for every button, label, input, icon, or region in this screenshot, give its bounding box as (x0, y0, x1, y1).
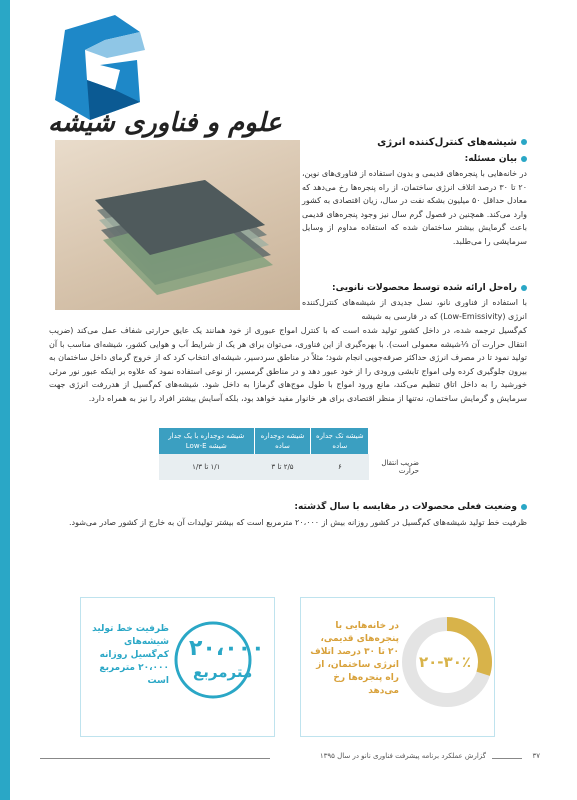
problem-paragraph: در خانه‌هایی با پنجره‌های قدیمی و بدون استفاده از فناوری‌های نوین، ۲۰ تا ۳۰ درصد اتلاف انرژی ساختمان، از راه پنجره‌ها رخ می‌دهد که معادل حداقل ۵۰ میلیون بشکه نفت در سال، زیان اقتصادی به کشور وارد می‌کند. همچنین در فصول گرم سال نیز وجود پنجره‌های قدیمی باعث گرمایش بیشتر ساختمان شده که استفاده مداوم از وسایل سرمایشی را می‌طلبد. (302, 169, 528, 246)
table-row (159, 454, 424, 480)
capacity-unit: مترمربع (193, 663, 253, 681)
energy-loss-box (300, 597, 495, 737)
footer-text: گزارش عملکرد برنامه پیشرفت فناوری نانو در سال ۱۳۹۵ (319, 752, 486, 760)
footer-divider (40, 758, 270, 759)
table-header-cell: شیشه دوجداره ساده (254, 428, 311, 454)
journal-title: علوم و فناوری شیشه (48, 108, 282, 138)
side-accent-bar (0, 0, 10, 800)
glass-sheets-photo (55, 140, 300, 310)
energy-loss-text: در خانه‌هایی با پنجره‌های قدیمی، ۲۰ تا ۳۰ درصد اتلاف انرژی ساختمان، از راه پنجره‌ها رخ می‌دهد (310, 621, 399, 696)
bullet-icon (521, 504, 527, 510)
status-paragraph: ظرفیت خط تولید شیشه‌های کم‌گسیل در کشور روزانه بیش از ۲۰،۰۰۰ مترمربع است که بیشتر تولیدات آن به خارج از کشور صادر می‌شود. (68, 518, 527, 527)
production-capacity-box (80, 597, 275, 737)
table-cell: ۲/۵ تا ۳ (254, 454, 311, 480)
status-heading: وضعیت فعلی محصولات در مقایسه با سال گذشته: (294, 502, 527, 512)
table-header-cell (369, 428, 423, 454)
page-number: ۳۷ (532, 752, 540, 760)
table-cell: ۶ (311, 454, 369, 480)
table-header-row (159, 428, 424, 454)
heat-transfer-table (158, 428, 423, 480)
bullet-icon (521, 139, 527, 145)
capacity-number: ۲۰،۰۰۰ (189, 636, 265, 661)
table-header-cell: شیشه دوجداره با یک جدار شیشه Low-E (159, 428, 255, 454)
capacity-text: ظرفیت خط تولید شیشه‌های کم‌گسیل روزانه ۲۰،۰۰۰ مترمربع است (92, 624, 169, 686)
article-title: شیشه‌های کنترل‌کننده انرژی (377, 137, 527, 148)
bullet-icon (521, 156, 527, 162)
table-row-label: ضریب انتقال حرارت (369, 454, 423, 480)
bullet-icon (521, 285, 527, 291)
table-cell: ۱/۱ تا ۱/۳ (159, 454, 255, 480)
solution-paragraph-2: کم‌گسیل ترجمه شده، در داخل کشور تولید شده است که با کنترل امواج عبوری از خود همانند یک عایق حرارتی شفاف عمل می‌کند (ضریب انتقال حرارت آن ⅓شیشه معمولی است). با بهره‌گیری از این فناوری، می‌توان برای هر یک از شرایط آب و هوایی کشور، شیشه‌ای مناسب با آن تولید نمود تا در مصرف انرژی حداکثر صرفه‌جویی انجام شود؛ مثلاً در مناطق سردسیر، شیشه‌ای انتخاب کرد که از خروج گرمای داخل ساختمان به بیرون جلوگیری کرده ولی امواج تابشی ورودی را از خود عبور دهد و در مناطق گرمسیر، از نوعی استفاده نمود که علاوه بر اینکه عبور نور مرئی خورشید را به داخل اتاق تنظیم می‌کند، مانع ورود امواج با طول موج‌های گرمازا به داخل شود. شیشه‌های کم‌گسیل از هدررفت انرژی جهت سرمایش و گرمایش ساختمان، نه‌تنها از منظر اقتصادی برای هر خانوار مفید خواهد بود، بلکه آسایش بیشتر افراد را نیز به همراه دارد. (49, 326, 527, 403)
table-header-cell: شیشه تک جداره ساده (311, 428, 369, 454)
footer-divider (492, 758, 522, 759)
page-footer (40, 752, 540, 764)
solution-paragraph-1: با استفاده از فناوری نانو، نسل جدیدی از شیشه‌های کنترل‌کننده انرژی (Low-Emissivity) که در فارسی به شیشه (302, 298, 527, 321)
solution-heading: راه‌حل ارائه شده توسط محصولات نانویی: (332, 283, 527, 293)
problem-heading: بیان مسئله: (465, 154, 527, 164)
energy-loss-percent: ۲۰-۳۰٪ (419, 653, 472, 671)
